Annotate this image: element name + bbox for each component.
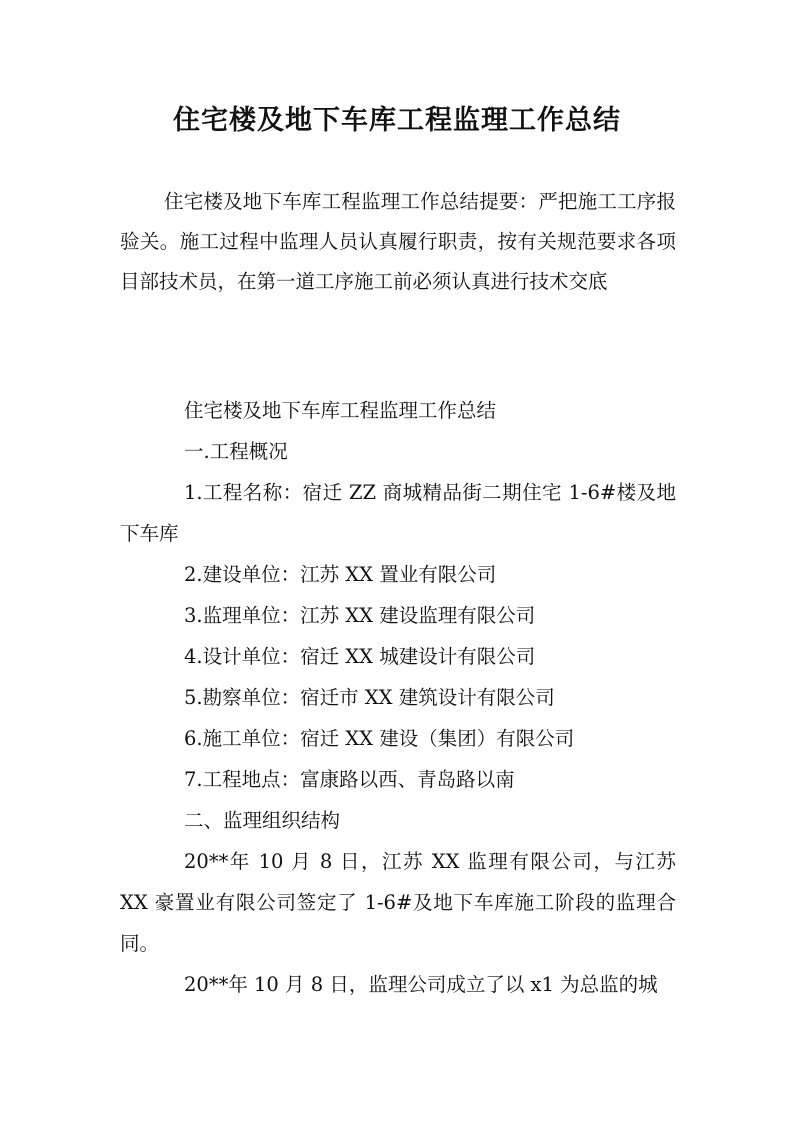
section-title-overview: 一.工程概况 bbox=[184, 440, 288, 463]
list-item: 7.工程地点：富康路以西、青岛路以南 bbox=[184, 768, 515, 791]
list-item: 1.工程名称：宿迁 ZZ 商城精品街二期住宅 1-6#楼及地下车库 bbox=[120, 481, 676, 545]
section-title-organization: 二、监理组织结构 bbox=[184, 809, 341, 832]
summary-paragraph: 住宅楼及地下车库工程监理工作总结提要：严把施工工序报验关。施工过程中监理人员认真履行职责，按有关规范要求各项目部技术员，在第一道工序施工前必须认真进行技术交底 bbox=[120, 190, 676, 293]
list-item: 3.监理单位：江苏 XX 建设监理有限公司 bbox=[184, 604, 536, 627]
document-body bbox=[120, 390, 676, 1005]
body-heading: 住宅楼及地下车库工程监理工作总结 bbox=[184, 399, 497, 422]
list-item: 2.建设单位：江苏 XX 置业有限公司 bbox=[184, 563, 497, 586]
list-item: 4.设计单位：宿迁 XX 城建设计有限公司 bbox=[184, 645, 536, 668]
body-paragraph: 20**年 10 月 8 日，监理公司成立了以 x1 为总监的城 bbox=[184, 973, 658, 996]
document-title: 住宅楼及地下车库工程监理工作总结 bbox=[173, 105, 621, 136]
body-paragraph: 20**年 10 月 8 日，江苏 XX 监理有限公司，与江苏 XX 豪置业有限公司签定了 1-6#及地下车库施工阶段的监理合同。 bbox=[120, 850, 676, 955]
list-item: 5.勘察单位：宿迁市 XX 建筑设计有限公司 bbox=[184, 686, 555, 709]
list-item: 6.施工单位：宿迁 XX 建设（集团）有限公司 bbox=[184, 727, 575, 750]
